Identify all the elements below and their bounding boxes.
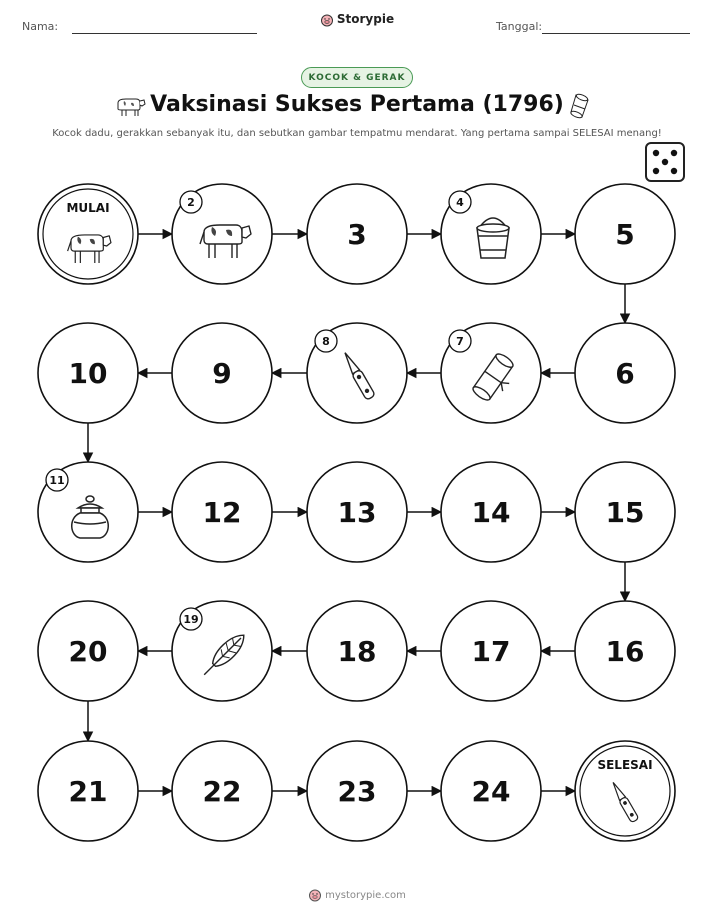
page-title: Vaksinasi Sukses Pertama (1796)	[150, 92, 564, 117]
board-space	[307, 323, 407, 423]
space-number: 7	[456, 335, 464, 348]
space-circle	[575, 741, 675, 841]
board-space	[38, 462, 138, 562]
board-space	[307, 184, 407, 284]
start-space	[38, 184, 138, 284]
space-number: 5	[615, 218, 635, 251]
space-label: MULAI	[66, 201, 110, 215]
space-number: 14	[471, 496, 511, 529]
board-space	[441, 184, 541, 284]
space-number: 20	[68, 635, 108, 668]
space-number: 8	[322, 335, 330, 348]
bucket-icon	[477, 218, 509, 258]
space-number: 19	[183, 613, 199, 626]
board-space	[38, 601, 138, 701]
space-number: 13	[337, 496, 377, 529]
space-number: 21	[68, 775, 108, 808]
space-number: 11	[49, 474, 65, 487]
date-label: Tanggal:	[496, 20, 543, 33]
space-number: 9	[212, 357, 232, 390]
space-number: 10	[68, 357, 108, 390]
board-space	[172, 741, 272, 841]
category-badge: KOCOK & GERAK	[301, 67, 413, 88]
space-number: 24	[471, 775, 511, 808]
space-number: 16	[605, 635, 645, 668]
board-space	[307, 741, 407, 841]
board-space	[172, 601, 272, 701]
space-number: 15	[605, 496, 645, 529]
space-number: 4	[456, 196, 464, 209]
board-space	[575, 323, 675, 423]
space-number: 12	[202, 496, 242, 529]
board-space	[172, 184, 272, 284]
board-space	[575, 184, 675, 284]
brand-name: Storypie	[336, 12, 395, 26]
footer	[0, 888, 714, 902]
name-label: Nama:	[22, 20, 59, 33]
board-space	[38, 323, 138, 423]
space-number: 3	[347, 218, 367, 251]
board-space	[172, 323, 272, 423]
board-space	[441, 601, 541, 701]
space-number: 2	[187, 196, 195, 209]
pig-mascot-icon	[308, 888, 322, 902]
board-space	[307, 462, 407, 562]
finish-space	[575, 741, 675, 841]
board-space	[441, 323, 541, 423]
space-circle	[38, 184, 138, 284]
board-space	[307, 601, 407, 701]
board-space	[441, 462, 541, 562]
space-label: SELESAI	[597, 758, 653, 772]
board-space	[575, 601, 675, 701]
space-number: 18	[337, 635, 377, 668]
space-number: 17	[471, 635, 511, 668]
board-space	[38, 741, 138, 841]
instructions: Kocok dadu, gerakkan sebanyak itu, dan sebutkan gambar tempatmu mendarat. Yang pertama sampai SELESAI menang!	[52, 128, 662, 139]
footer-url: mystorypie.com	[325, 890, 406, 901]
board-space	[441, 741, 541, 841]
space-number: 23	[337, 775, 377, 808]
space-number: 22	[202, 775, 242, 808]
board-space	[172, 462, 272, 562]
board-space	[575, 462, 675, 562]
space-number: 6	[615, 357, 635, 390]
